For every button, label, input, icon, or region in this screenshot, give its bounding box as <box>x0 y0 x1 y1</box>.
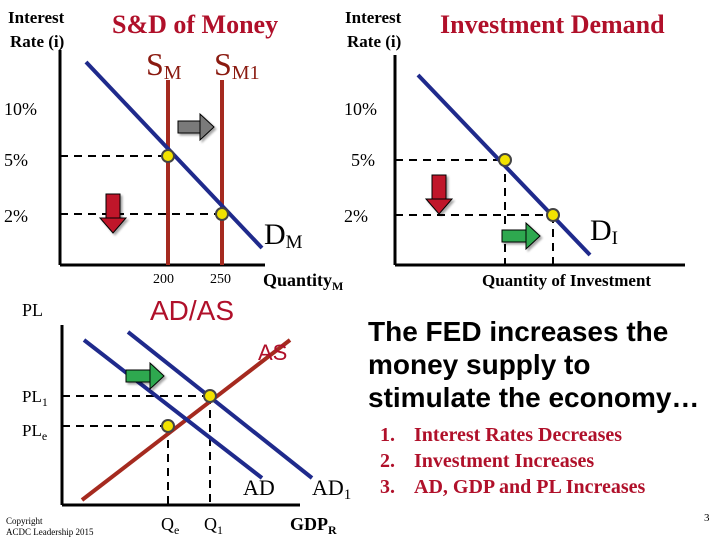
money-tick-250: 250 <box>210 272 231 287</box>
adas-ad1-label: AD1 <box>312 475 352 503</box>
invest-increase-arrow-icon <box>502 223 540 249</box>
adas-q1-label: $Q_1$ <box>204 514 223 537</box>
invest-tick-2: 2% <box>344 206 368 226</box>
copyright-line-1: Copyright <box>6 516 43 526</box>
explanation-line-1: The FED increases the <box>368 316 669 347</box>
adas-equilibrium-1 <box>162 420 174 432</box>
adas-pl1-label: $PL_1$ <box>22 387 48 409</box>
adas-graph <box>22 295 351 537</box>
explanation-line-2: money supply to <box>368 349 591 380</box>
money-equilibrium-2 <box>216 208 228 220</box>
explanation-item-1: 1. Interest Rates Decreases <box>380 424 623 446</box>
money-supply-label: SM <box>146 46 182 84</box>
money-tick-200: 200 <box>153 272 174 287</box>
invest-point-5 <box>499 154 511 166</box>
copyright-line-2: ACDC Leadership 2015 <box>6 527 94 537</box>
money-tick-5: 5% <box>4 150 28 170</box>
invest-rate-down-arrow-icon <box>426 175 452 214</box>
invest-x-label: Quantity of Investment <box>482 271 652 290</box>
adas-y-label: PL <box>22 300 44 320</box>
adas-title: AD/AS <box>150 295 235 326</box>
money-tick-10: 10% <box>4 99 37 119</box>
invest-point-2 <box>547 209 559 221</box>
explanation-item-2: 2. Investment Increases <box>380 450 595 472</box>
money-x-label: Quantity$_M$ <box>263 270 344 293</box>
explanation-item-3: 3. AD, GDP and PL Increases <box>380 476 646 498</box>
money-equilibrium-1 <box>162 150 174 162</box>
invest-title: Investment Demand <box>440 10 665 39</box>
money-market-title: S&D of Money <box>112 10 279 39</box>
adas-equilibrium-2 <box>204 390 216 402</box>
money-supply-shift-arrow-icon <box>178 114 214 140</box>
money-supply-shift-label: SM1 <box>214 46 260 84</box>
invest-tick-5: 5% <box>351 150 375 170</box>
invest-demand-label: DI <box>590 214 618 249</box>
money-demand-label: DM <box>264 218 303 253</box>
invest-y-label-line1: Interest <box>345 8 402 27</box>
money-tick-2: 2% <box>4 206 28 226</box>
money-y-label-line2: Rate (i) <box>10 32 65 51</box>
page-number: 3 <box>704 512 710 524</box>
adas-ple-label: $PL_e$ <box>22 421 48 443</box>
invest-tick-10: 10% <box>344 99 377 119</box>
explanation-block <box>368 316 699 498</box>
explanation-line-3: stimulate the economy… <box>368 382 700 413</box>
adas-ad-curve <box>84 340 262 478</box>
adas-x-label: $GDP_R$ <box>290 514 337 537</box>
adas-qe-label: $Q_e$ <box>161 514 180 537</box>
investment-demand-graph <box>344 8 685 290</box>
adas-ad-label: AD <box>243 475 275 500</box>
money-market-graph <box>4 8 343 293</box>
money-y-label-line1: Interest <box>8 8 65 27</box>
adas-as-label: AS <box>258 340 288 365</box>
invest-y-label-line2: Rate (i) <box>347 32 402 51</box>
